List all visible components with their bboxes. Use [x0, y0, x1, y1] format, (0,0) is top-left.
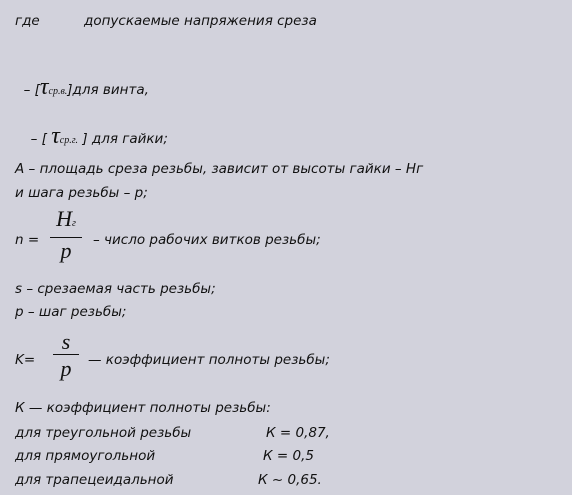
s-definition: s – срезаемая часть резьбы;: [15, 281, 216, 297]
screw-prefix: – [: [23, 82, 40, 98]
tau-symbol-nut: τ: [51, 123, 60, 149]
formula-k-text: — коэффициент полноты резьбы;: [88, 352, 330, 368]
allowable-stress-title: допускаемые напряжения среза: [84, 13, 317, 29]
nut-prefix: – [: [30, 131, 47, 147]
screw-suffix: ]для винта,: [67, 82, 149, 98]
screw-stress-line: [15, 60, 149, 101]
fraction-n-denominator: p: [60, 238, 72, 263]
fraction-k-denominator: p: [60, 356, 72, 381]
nut-suffix: ] для гайки;: [82, 131, 168, 147]
fraction-n-numerator-sub: г: [71, 218, 76, 229]
area-line-2: и шага резьбы – р;: [15, 185, 148, 201]
formula-k-lhs: K=: [15, 352, 36, 368]
k-row-trapezoidal-label: для трапецеидальной: [15, 472, 174, 488]
k-coefficient-heading: К — коэффициент полноты резьбы:: [15, 400, 271, 416]
tau-subscript-nut: ср.г.: [59, 135, 79, 146]
formula-k-fraction: [53, 330, 79, 383]
tau-symbol-screw: τ: [39, 74, 49, 100]
formula-n-text: – число рабочих витков резьбы;: [93, 232, 321, 248]
where-label: где: [15, 13, 40, 29]
nut-stress-line: [22, 109, 168, 150]
k-row-trapezoidal-value: К ~ 0,65.: [258, 472, 322, 488]
fraction-n-numerator: H: [56, 206, 72, 231]
tau-subscript-screw: ср.в.: [48, 86, 68, 97]
formula-n-lhs: n =: [15, 232, 40, 248]
area-line-1: A – площадь среза резьбы, зависит от высоты гайки – Нг: [15, 161, 424, 177]
k-row-triangular-value: К = 0,87,: [266, 425, 330, 441]
k-row-rectangular-label: для прямоугольной: [15, 448, 156, 464]
k-row-triangular-label: для треугольной резьбы: [15, 425, 192, 441]
fraction-k-numerator: s: [61, 329, 71, 354]
p-definition: р – шаг резьбы;: [15, 304, 127, 320]
k-row-rectangular-value: К = 0,5: [263, 448, 314, 464]
formula-n-fraction: [50, 206, 82, 264]
